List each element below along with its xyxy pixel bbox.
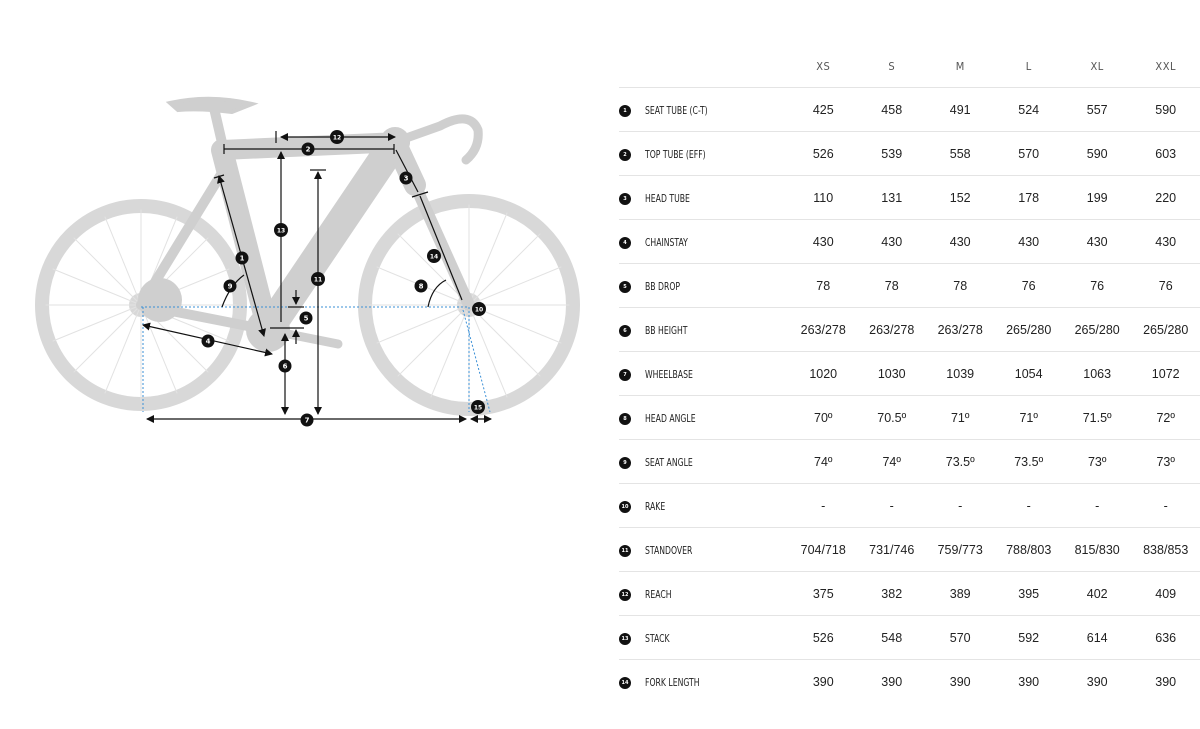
value-cell: 390 (812, 674, 834, 689)
value-cell: 524 (994, 88, 1062, 132)
geometry-table-body (619, 88, 1200, 704)
row-label-cell (619, 352, 789, 396)
row-number-badge: 1 (619, 105, 631, 117)
value-cell: 526 (789, 616, 857, 660)
value-cell: 491 (926, 88, 994, 132)
value-cell: 76 (1131, 264, 1200, 308)
header-label-cell (619, 45, 789, 88)
value-cell: 788/803 (994, 528, 1062, 572)
row-label: HEAD TUBE (645, 192, 690, 205)
geometry-table (619, 45, 1200, 703)
row-label-cell (619, 264, 789, 308)
table-row (619, 352, 1200, 396)
table-row (619, 572, 1200, 616)
value-cell: 430 (1131, 220, 1200, 264)
row-number-badge: 11 (619, 545, 631, 557)
row-label: HEAD ANGLE (645, 412, 696, 425)
row-number-badge: 2 (619, 149, 631, 161)
row-label-cell (619, 176, 789, 220)
row-number-badge: 4 (619, 237, 631, 249)
row-label: BB HEIGHT (645, 324, 688, 337)
svg-text:14: 14 (429, 253, 439, 261)
row-number-badge: 12 (619, 589, 631, 601)
value-cell: 71º (926, 396, 994, 440)
value-cell: 409 (1131, 572, 1200, 616)
row-label: CHAINSTAY (645, 236, 688, 249)
callout-6 (279, 360, 292, 373)
value-cell: 110 (789, 176, 857, 220)
callout-3 (400, 172, 413, 185)
value-cell: 78 (789, 264, 857, 308)
row-label-cell (619, 396, 789, 440)
row-label: STACK (645, 632, 670, 645)
svg-text:4: 4 (205, 337, 211, 346)
row-label-cell (619, 132, 789, 176)
svg-text:3: 3 (403, 174, 409, 183)
row-number-badge: 10 (619, 501, 631, 513)
table-row (619, 220, 1200, 264)
row-label: SEAT TUBE (C-T) (645, 104, 708, 117)
value-cell: 557 (1063, 88, 1131, 132)
value-cell: 458 (857, 88, 925, 132)
value-cell: 389 (926, 572, 994, 616)
size-header-xs: XS (789, 45, 857, 88)
value-cell: 76 (1063, 264, 1131, 308)
value-cell: 1072 (1131, 352, 1200, 396)
value-cell: - (789, 484, 857, 528)
value-cell: 430 (994, 220, 1062, 264)
value-cell: 152 (926, 176, 994, 220)
value-cell: 178 (994, 176, 1062, 220)
value-cell: 70º (789, 396, 857, 440)
value-cell: 71º (994, 396, 1062, 440)
value-cell: 526 (789, 132, 857, 176)
value-cell: - (1131, 484, 1200, 528)
table-row (619, 616, 1200, 660)
value-cell: 390 (881, 674, 903, 689)
table-row (619, 88, 1200, 132)
value-cell: 263/278 (926, 308, 994, 352)
table-row (619, 264, 1200, 308)
value-cell: 603 (1131, 132, 1200, 176)
svg-text:2: 2 (305, 145, 311, 154)
row-label: SEAT ANGLE (645, 456, 693, 469)
row-label-cell (619, 660, 789, 704)
svg-text:7: 7 (304, 416, 310, 425)
svg-text:12: 12 (332, 134, 342, 142)
table-row (619, 396, 1200, 440)
value-cell: 263/278 (789, 308, 857, 352)
row-label-cell (619, 528, 789, 572)
callout-13 (274, 223, 288, 237)
value-cell: - (857, 484, 925, 528)
value-cell: 614 (1063, 616, 1131, 660)
callout-15 (471, 400, 485, 414)
value-cell: 838/853 (1131, 528, 1200, 572)
value-cell: 1020 (789, 352, 857, 396)
value-cell: 199 (1063, 176, 1131, 220)
row-number-badge: 6 (619, 325, 631, 337)
value-cell: 402 (1063, 572, 1131, 616)
svg-text:11: 11 (313, 276, 323, 284)
svg-text:10: 10 (474, 306, 484, 314)
svg-text:1: 1 (239, 254, 245, 263)
row-label: RAKE (645, 500, 666, 513)
value-cell: 570 (994, 132, 1062, 176)
table-row (619, 660, 1200, 704)
value-cell: 263/278 (857, 308, 925, 352)
size-header-row (619, 45, 1200, 88)
svg-text:6: 6 (282, 362, 288, 371)
value-cell: 1039 (926, 352, 994, 396)
row-label-cell (619, 484, 789, 528)
value-cell: - (926, 484, 994, 528)
callout-2 (302, 143, 315, 156)
row-number-badge: 5 (619, 281, 631, 293)
row-label: TOP TUBE (EFF) (645, 148, 706, 161)
table-row (619, 440, 1200, 484)
svg-text:15: 15 (473, 404, 483, 412)
value-cell: 395 (994, 572, 1062, 616)
value-cell: 590 (1063, 132, 1131, 176)
svg-text:13: 13 (276, 227, 286, 235)
value-cell: 636 (1131, 616, 1200, 660)
value-cell: 731/746 (857, 528, 925, 572)
value-cell: 220 (1131, 176, 1200, 220)
svg-text:9: 9 (227, 282, 233, 291)
value-cell: 548 (857, 616, 925, 660)
value-cell: 73.5º (994, 440, 1062, 484)
size-header-s: S (857, 45, 925, 88)
value-cell: - (1063, 484, 1131, 528)
value-cell: 558 (926, 132, 994, 176)
value-cell: 265/280 (1063, 308, 1131, 352)
callout-1 (236, 252, 249, 265)
value-cell: 1030 (857, 352, 925, 396)
row-label: BB DROP (645, 280, 681, 293)
row-number-badge: 8 (619, 413, 631, 425)
size-header-l: L (994, 45, 1062, 88)
size-header-xxl: XXL (1131, 45, 1200, 88)
callout-8 (415, 280, 428, 293)
value-cell: 390 (1155, 674, 1177, 689)
value-cell: 390 (1018, 674, 1040, 689)
value-cell: 73º (1131, 440, 1200, 484)
value-cell: 430 (926, 220, 994, 264)
value-cell: - (994, 484, 1062, 528)
callout-10 (472, 302, 486, 316)
row-number-badge: 9 (619, 457, 631, 469)
value-cell: 73º (1063, 440, 1131, 484)
value-cell: 131 (857, 176, 925, 220)
value-cell: 73.5º (926, 440, 994, 484)
value-cell: 1054 (994, 352, 1062, 396)
row-label-cell (619, 220, 789, 264)
value-cell: 704/718 (789, 528, 857, 572)
table-row (619, 528, 1200, 572)
value-cell: 76 (994, 264, 1062, 308)
callout-9 (224, 280, 237, 293)
value-cell: 265/280 (994, 308, 1062, 352)
row-number-badge: 3 (619, 193, 631, 205)
table-row (619, 132, 1200, 176)
row-label-cell (619, 572, 789, 616)
row-label-cell (619, 88, 789, 132)
svg-text:8: 8 (418, 282, 424, 291)
table-row (619, 308, 1200, 352)
value-cell: 590 (1131, 88, 1200, 132)
callout-7 (301, 414, 314, 427)
value-cell: 72º (1131, 396, 1200, 440)
callout-5 (300, 312, 313, 325)
value-cell: 71.5º (1063, 396, 1131, 440)
value-cell: 74º (857, 440, 925, 484)
row-number-badge: 7 (619, 369, 631, 381)
row-number-badge: 14 (619, 677, 631, 689)
value-cell: 425 (789, 88, 857, 132)
value-cell: 390 (949, 674, 971, 689)
value-cell: 430 (1063, 220, 1131, 264)
table-row (619, 484, 1200, 528)
value-cell: 815/830 (1063, 528, 1131, 572)
row-label: FORK LENGTH (645, 676, 700, 689)
svg-text:5: 5 (303, 314, 309, 323)
value-cell: 375 (789, 572, 857, 616)
row-label: REACH (645, 588, 672, 601)
row-number-badge: 13 (619, 633, 631, 645)
size-header-m: M (926, 45, 994, 88)
callout-4 (202, 335, 215, 348)
value-cell: 1063 (1063, 352, 1131, 396)
callout-11 (311, 272, 325, 286)
value-cell: 430 (789, 220, 857, 264)
callout-14 (427, 249, 441, 263)
row-label-cell (619, 440, 789, 484)
row-label-cell (619, 616, 789, 660)
value-cell: 74º (789, 440, 857, 484)
row-label: WHEELBASE (645, 368, 693, 381)
value-cell: 759/773 (926, 528, 994, 572)
value-cell: 265/280 (1131, 308, 1200, 352)
value-cell: 78 (857, 264, 925, 308)
size-header-xl: XL (1063, 45, 1131, 88)
row-label: STANDOVER (645, 544, 693, 557)
callout-12 (330, 130, 344, 144)
table-row (619, 176, 1200, 220)
value-cell: 70.5º (857, 396, 925, 440)
value-cell: 539 (857, 132, 925, 176)
value-cell: 78 (926, 264, 994, 308)
row-label-cell (619, 308, 789, 352)
value-cell: 382 (857, 572, 925, 616)
value-cell: 592 (994, 616, 1062, 660)
value-cell: 390 (1086, 674, 1108, 689)
value-cell: 570 (926, 616, 994, 660)
value-cell: 430 (857, 220, 925, 264)
